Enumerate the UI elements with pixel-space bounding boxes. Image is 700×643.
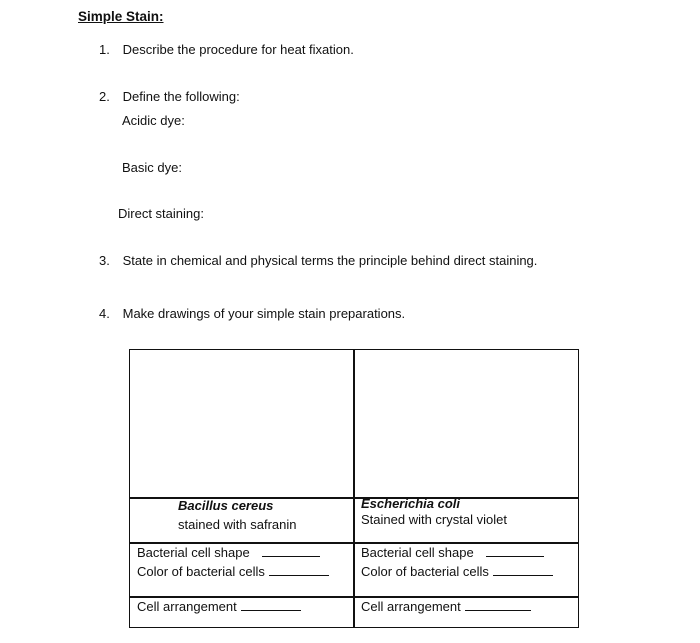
term-basic-dye: Basic dye:: [122, 160, 182, 175]
right-color-row: [361, 564, 553, 579]
left-arrangement-label: Cell arrangement: [137, 599, 237, 614]
right-color-label: Color of bacterial cells: [361, 564, 489, 579]
table-divider-shape: [130, 596, 578, 598]
question-2: [99, 89, 240, 104]
right-organism-name: Escherichia coli: [361, 496, 460, 511]
left-arrangement-row: [137, 599, 301, 614]
question-2-text: Define the following:: [122, 89, 240, 104]
question-4-number: 4.: [99, 306, 110, 321]
left-stain-name: stained with safranin: [178, 517, 297, 532]
drawing-area-left[interactable]: [130, 350, 353, 497]
question-2-number: 2.: [99, 89, 110, 104]
right-shape-label: Bacterial cell shape: [361, 545, 474, 560]
question-1-text: Describe the procedure for heat fixation.: [122, 42, 354, 57]
question-4: [99, 306, 405, 321]
left-shape-blank[interactable]: [262, 545, 320, 557]
question-1: [99, 42, 354, 57]
question-3: [99, 253, 537, 268]
drawing-area-right[interactable]: [355, 350, 578, 497]
term-acidic-dye: Acidic dye:: [122, 113, 185, 128]
question-4-text: Make drawings of your simple stain preparations.: [122, 306, 406, 321]
left-organism-name: Bacillus cereus: [178, 498, 274, 513]
question-1-number: 1.: [99, 42, 110, 57]
right-arrangement-row: [361, 599, 531, 614]
right-arrangement-label: Cell arrangement: [361, 599, 461, 614]
left-shape-row: [137, 545, 320, 560]
table-divider-caption: [130, 542, 578, 544]
left-shape-label: Bacterial cell shape: [137, 545, 250, 560]
page-title: Simple Stain:: [78, 9, 164, 24]
left-color-row: [137, 564, 329, 579]
right-arrangement-blank[interactable]: [465, 599, 531, 611]
question-3-number: 3.: [99, 253, 110, 268]
question-3-text: State in chemical and physical terms the principle behind direct staining.: [122, 253, 538, 268]
drawing-table: [129, 349, 579, 628]
right-stain-name: Stained with crystal violet: [361, 512, 507, 527]
left-color-blank[interactable]: [269, 564, 329, 576]
right-color-blank[interactable]: [493, 564, 553, 576]
right-shape-blank[interactable]: [486, 545, 544, 557]
left-color-label: Color of bacterial cells: [137, 564, 265, 579]
right-shape-row: [361, 545, 544, 560]
term-direct-staining: Direct staining:: [118, 206, 204, 221]
left-arrangement-blank[interactable]: [241, 599, 301, 611]
